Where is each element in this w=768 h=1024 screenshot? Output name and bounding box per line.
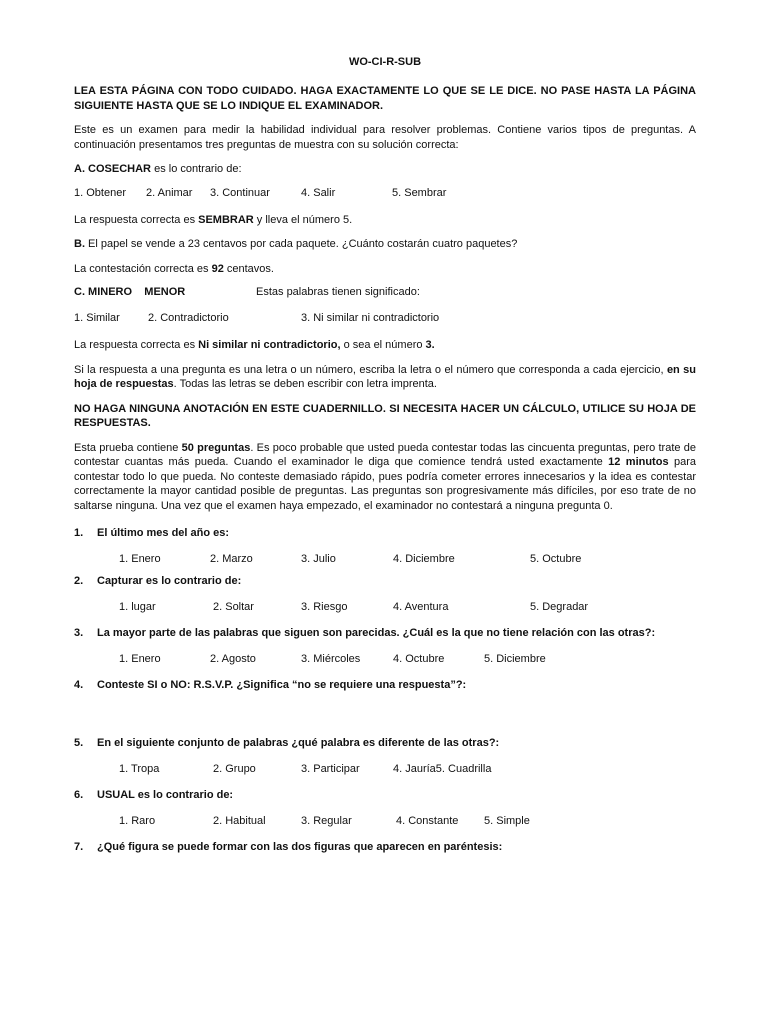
test-description	[74, 441, 696, 514]
question-text: En el siguiente conjunto de palabras ¿qué palabra es diferente de las otras?:	[97, 737, 500, 749]
option: 1. Obtener	[74, 186, 126, 199]
option: 2. Soltar	[213, 601, 254, 613]
question-2-options	[74, 601, 696, 615]
sample-b-question	[74, 237, 696, 252]
option: 4. Aventura	[393, 601, 449, 613]
option: 1. Similar	[74, 312, 120, 324]
option: 5. Degradar	[530, 601, 589, 613]
option: 4. Constante	[396, 815, 459, 827]
question-6	[74, 789, 696, 803]
sample-b-text: El papel se vende a 23 centavos por cada paquete. ¿Cuánto costarán cuatro paquetes?	[85, 238, 518, 250]
sample-c-label: C. MINERO MENOR	[74, 286, 186, 298]
no-notes-warning: NO HAGA NINGUNA ANOTACIÓN EN ESTE CUADERNILLO. SI NECESITA HACER UN CÁLCULO, UTILICE SU HOJA DE RESPUESTAS.	[74, 402, 696, 429]
option: 4. Jauría5. Cuadrilla	[393, 763, 492, 775]
option: 3. Julio	[301, 553, 336, 565]
question-text: Conteste SI o NO: R.S.V.P. ¿Significa “no se requiere una respuesta”?:	[97, 679, 467, 691]
option: 3. Ni similar ni contradictorio	[301, 312, 440, 324]
question-number: 1.	[74, 527, 84, 539]
question-5-options	[74, 763, 696, 777]
answer-space	[74, 705, 696, 737]
option: 3. Miércoles	[301, 653, 361, 665]
sample-c-options	[74, 312, 696, 326]
option: 4. Salir	[301, 186, 336, 199]
option: 3. Continuar	[210, 186, 270, 199]
option: 1. Tropa	[119, 763, 160, 775]
rule-text: Si la respuesta a una pregunta es una letra o un número, escriba la letra o el número que corresponda a cada ejercicio,	[74, 363, 667, 376]
option: 5. Diciembre	[484, 653, 546, 665]
option: 2. Marzo	[210, 553, 253, 565]
sample-c-text: Estas palabras tienen significado:	[256, 286, 420, 298]
option: 2. Contradictorio	[148, 312, 229, 324]
option: 2. Grupo	[213, 763, 256, 775]
option: 3. Riesgo	[301, 601, 348, 613]
answer-text: centavos.	[223, 262, 274, 275]
option: 2. Animar	[146, 186, 193, 199]
answer-phrase: Ni similar ni contradictorio,	[198, 339, 341, 351]
option: 5. Simple	[484, 815, 530, 827]
option: 1. Raro	[119, 815, 156, 827]
sample-a-options	[74, 187, 696, 201]
question-text: Capturar es lo contrario de:	[97, 575, 242, 587]
answer-number: 3.	[425, 339, 435, 351]
question-text: La mayor parte de las palabras que siguen son parecidas. ¿Cuál es la que no tiene relación con las otras?:	[97, 627, 656, 639]
question-7	[74, 841, 696, 855]
question-1	[74, 527, 696, 541]
question-text: El último mes del año es:	[97, 527, 230, 539]
question-text: USUAL es lo contrario de:	[97, 789, 234, 801]
question-number: 6.	[74, 789, 84, 801]
option: 3. Participar	[301, 763, 360, 775]
answer-text: La respuesta correcta es	[74, 339, 199, 351]
question-3-options	[74, 653, 696, 667]
option: 1. Enero	[119, 553, 161, 565]
option: 4. Octubre	[393, 653, 445, 665]
option: 2. Agosto	[210, 653, 256, 665]
option: 5. Sembrar	[392, 186, 447, 199]
option: 5. Octubre	[530, 553, 582, 565]
answer-text: La contestación correcta es	[74, 262, 212, 275]
intro-text: Este es un examen para medir la habilidad individual para resolver problemas. Contiene varios tipos de preguntas. A continuación presentamos tres preguntas de muestra con su solución correcta:	[74, 124, 696, 151]
sample-b-answer	[74, 262, 696, 277]
rule-text: . Todas las letras se deben escribir con letra imprenta.	[173, 378, 437, 390]
sample-c-question	[74, 286, 696, 300]
rule-text: para contestar todo lo que pueda. No conteste demasiado rápido, pues podría cometer errores innecesarios y la idea es contestar correctamente la mayor cantidad posible de preguntas. Las preguntas son progresivamente más difíciles, por eso trate de no saltarse ninguna. Una vez que el examen haya empezado, el examinador no contestará a ninguna pregunta 0.	[74, 456, 696, 512]
option: 4. Diciembre	[393, 553, 455, 565]
question-5	[74, 737, 696, 751]
time-limit: 12 minutos	[608, 456, 669, 468]
sample-a-label: A. COSECHAR	[74, 163, 152, 175]
option: 3. Regular	[301, 815, 352, 827]
question-number: 3.	[74, 627, 84, 639]
question-6-options	[74, 815, 696, 829]
page-title: WO-CI-R-SUB	[348, 56, 422, 68]
option: 1. Enero	[119, 653, 161, 665]
sample-a-text: es lo contrario de:	[151, 163, 242, 175]
sample-a-answer	[74, 213, 696, 228]
write-instructions	[74, 363, 696, 392]
warning-text: LEA ESTA PÁGINA CON TODO CUIDADO. HAGA EXACTAMENTE LO QUE SE LE DICE. NO PASE HASTA LA PÁGINA SIGUIENTE HASTA QUE SE LO INDIQUE EL EXAMINADOR.	[74, 85, 696, 112]
answer-word: SEMBRAR	[198, 213, 254, 226]
option: 2. Habitual	[213, 815, 266, 827]
question-count: 50 preguntas	[181, 441, 251, 454]
question-text: ¿Qué figura se puede formar con las dos figuras que aparecen en paréntesis:	[97, 841, 503, 853]
answer-text: La respuesta correcta es	[74, 213, 199, 226]
question-number: 4.	[74, 679, 84, 691]
question-1-options	[74, 553, 696, 567]
sample-c-answer	[74, 338, 696, 353]
exam-page	[74, 56, 696, 867]
question-number: 2.	[74, 575, 84, 587]
answer-text: o sea el número	[340, 339, 426, 351]
question-2	[74, 575, 696, 589]
question-3	[74, 627, 696, 641]
sample-b-label: B.	[74, 238, 85, 250]
option: 1. lugar	[119, 601, 156, 613]
question-number: 5.	[74, 737, 84, 749]
answer-text: y lleva el número 5.	[253, 213, 353, 226]
rule-text: Esta prueba contiene	[74, 441, 182, 454]
answer-number: 92	[211, 262, 224, 275]
rule-text: . Es poco probable que usted pueda contestar todas las cincuenta preguntas, pero trate de contestar cuantas más pueda. Cuando el examinador le diga que comience tendrá usted exactamente	[74, 441, 697, 468]
question-number: 7.	[74, 841, 84, 853]
question-4	[74, 679, 696, 693]
rule-emphasis: en su hoja de respuestas	[74, 363, 697, 390]
sample-a-question	[74, 162, 696, 177]
